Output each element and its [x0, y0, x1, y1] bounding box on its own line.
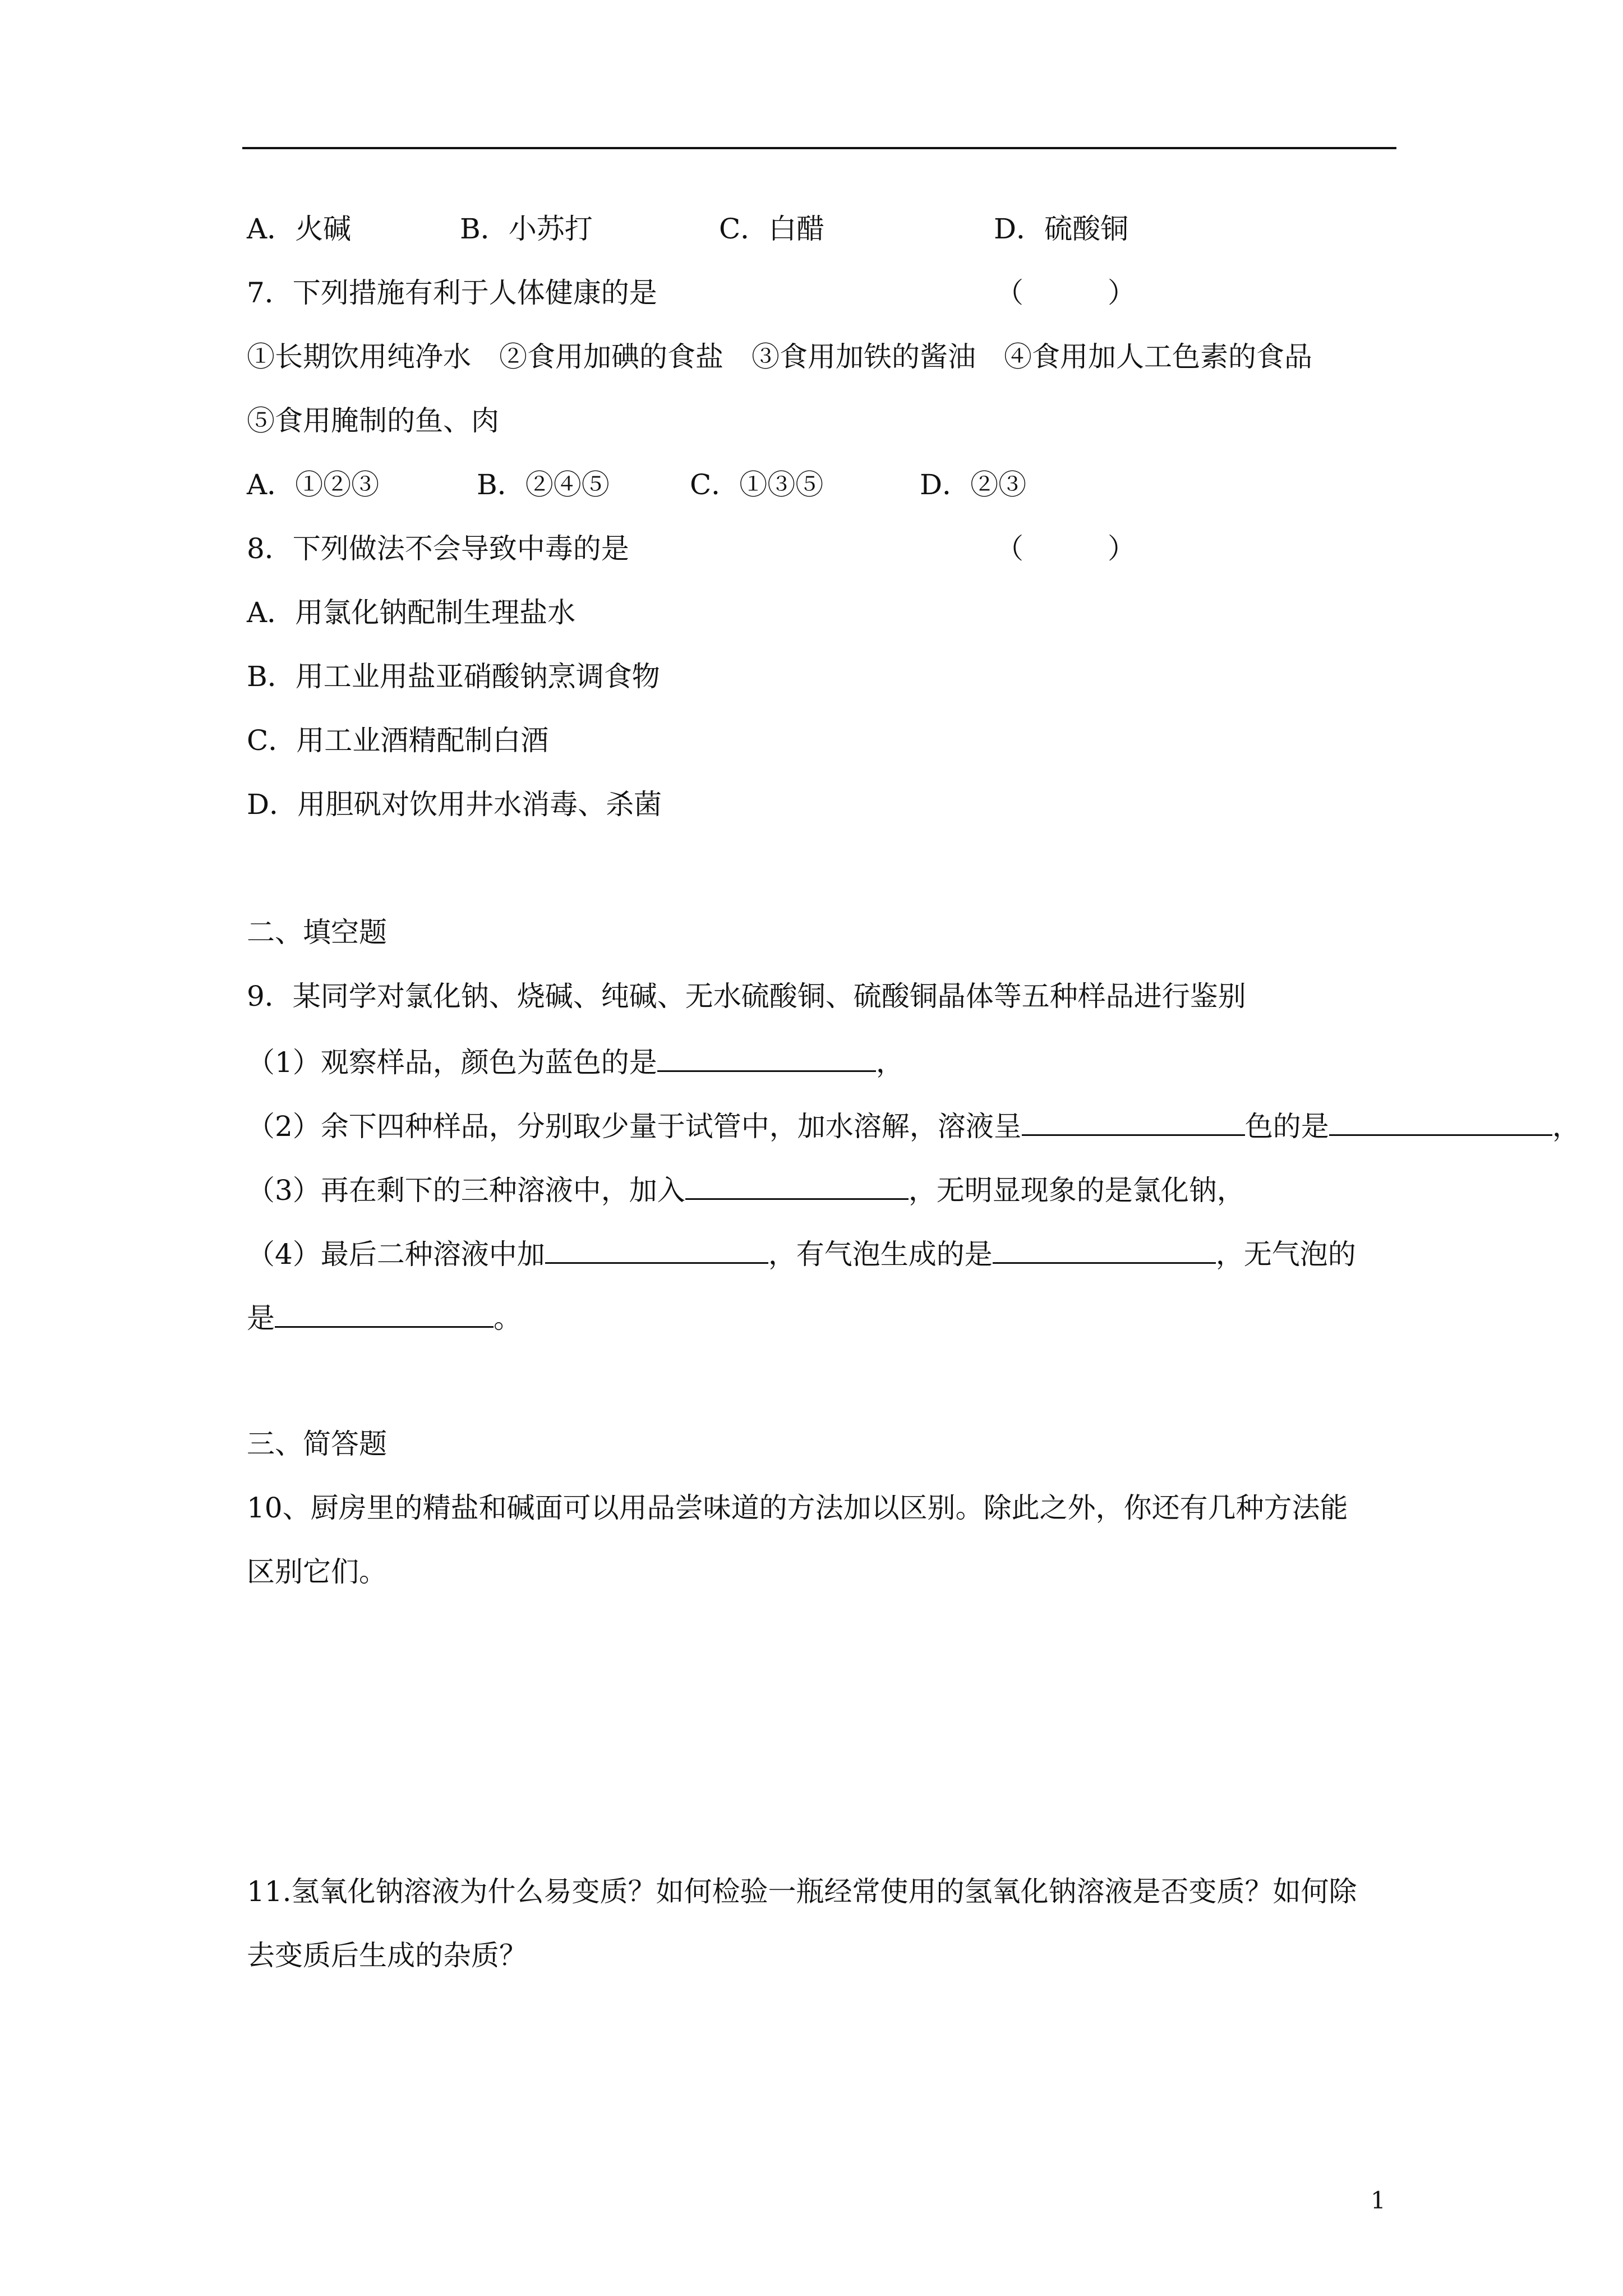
q9-sub2-text: （2）余下四种样品，分别取少量于试管中，加水溶解，溶液呈	[247, 1110, 1022, 1143]
page-number: 1	[1371, 2187, 1386, 2214]
q6-option-c: C．白醋	[719, 213, 825, 245]
q9-stem: 9．某同学对氯化钠、烧碱、纯碱、无水硫酸铜、硫酸铜晶体等五种样品进行鉴别	[247, 980, 1246, 1013]
q9-sub3-text2: ，无明显现象的是氯化钠，	[908, 1174, 1245, 1207]
q9-sub2-blank-color[interactable]	[1022, 1107, 1245, 1136]
q9-sub4-blank-gas[interactable]	[993, 1235, 1216, 1264]
q9-sub3-blank[interactable]	[685, 1171, 909, 1200]
q7-option-c: C．①③⑤	[690, 468, 824, 501]
q9-sub4-text: （4）最后二种溶液中加	[247, 1238, 545, 1271]
q6-option-d: D．硫酸铜	[994, 213, 1129, 245]
q9-sub2-blank-sample[interactable]	[1329, 1107, 1552, 1136]
q9-sub1	[247, 1043, 904, 1079]
q11-line2: 去变质后生成的杂质？	[247, 1939, 527, 1972]
q7-items-line2: ⑤食用腌制的鱼、肉	[247, 404, 499, 437]
q7-items-line1: ①长期饮用纯净水 ②食用加碘的食盐 ③食用加铁的酱油 ④食用加人工色素的食品	[247, 341, 1312, 373]
q9-sub1-punct: ，	[875, 1046, 904, 1079]
q9-sub4-cont	[247, 1299, 522, 1335]
q10-line1: 10、厨房里的精盐和碱面可以用品尝味道的方法加以区别。除此之外，你还有几种方法能	[247, 1492, 1348, 1524]
q7-option-b: B．②④⑤	[477, 468, 610, 501]
q10-line2: 区别它们。	[247, 1556, 387, 1588]
q9-sub4-blank-nogas[interactable]	[275, 1299, 494, 1328]
q9-sub2-punct: ，	[1552, 1110, 1580, 1143]
q7-option-a: A．①②③	[247, 468, 380, 501]
q9-sub2	[247, 1107, 1580, 1143]
q8-option-b: B．用工业用盐亚硝酸钠烹调食物	[247, 660, 660, 693]
q7-answer-paren: （ ）	[995, 277, 1136, 309]
q9-sub2-text2: 色的是	[1244, 1110, 1329, 1143]
q9-sub3-text: （3）再在剩下的三种溶液中，加入	[247, 1174, 685, 1207]
section3-heading: 三、简答题	[247, 1428, 387, 1460]
q9-sub4-blank-reagent[interactable]	[545, 1235, 768, 1264]
header-rule	[242, 147, 1396, 149]
q9-sub3	[247, 1171, 1245, 1207]
q9-sub4	[247, 1235, 1356, 1271]
q9-sub4-text4: 是	[247, 1302, 275, 1335]
q6-option-b: B．小苏打	[460, 213, 593, 245]
q9-sub1-blank[interactable]	[657, 1043, 876, 1072]
q7-option-d: D．②③	[920, 468, 1027, 501]
section2-heading: 二、填空题	[247, 916, 387, 949]
q8-option-a: A．用氯化钠配制生理盐水	[247, 596, 576, 629]
q9-sub4-punct: 。	[494, 1302, 522, 1335]
q8-option-c: C．用工业酒精配制白酒	[247, 724, 549, 757]
q9-sub1-text: （1）观察样品，颜色为蓝色的是	[247, 1046, 657, 1079]
q9-sub4-text2: ，有气泡生成的是	[768, 1238, 993, 1271]
q7-stem: 7．下列措施有利于人体健康的是	[247, 277, 657, 309]
q9-sub4-text3: ，无气泡的	[1215, 1238, 1356, 1271]
q8-answer-paren: （ ）	[995, 532, 1136, 565]
q11-line1: 11.氢氧化钠溶液为什么易变质？如何检验一瓶经常使用的氢氧化钠溶液是否变质？如何除	[247, 1875, 1357, 1908]
q8-option-d: D．用胆矾对饮用井水消毒、杀菌	[247, 788, 662, 821]
q6-option-a: A．火碱	[247, 213, 352, 245]
q8-stem: 8．下列做法不会导致中毒的是	[247, 532, 629, 565]
